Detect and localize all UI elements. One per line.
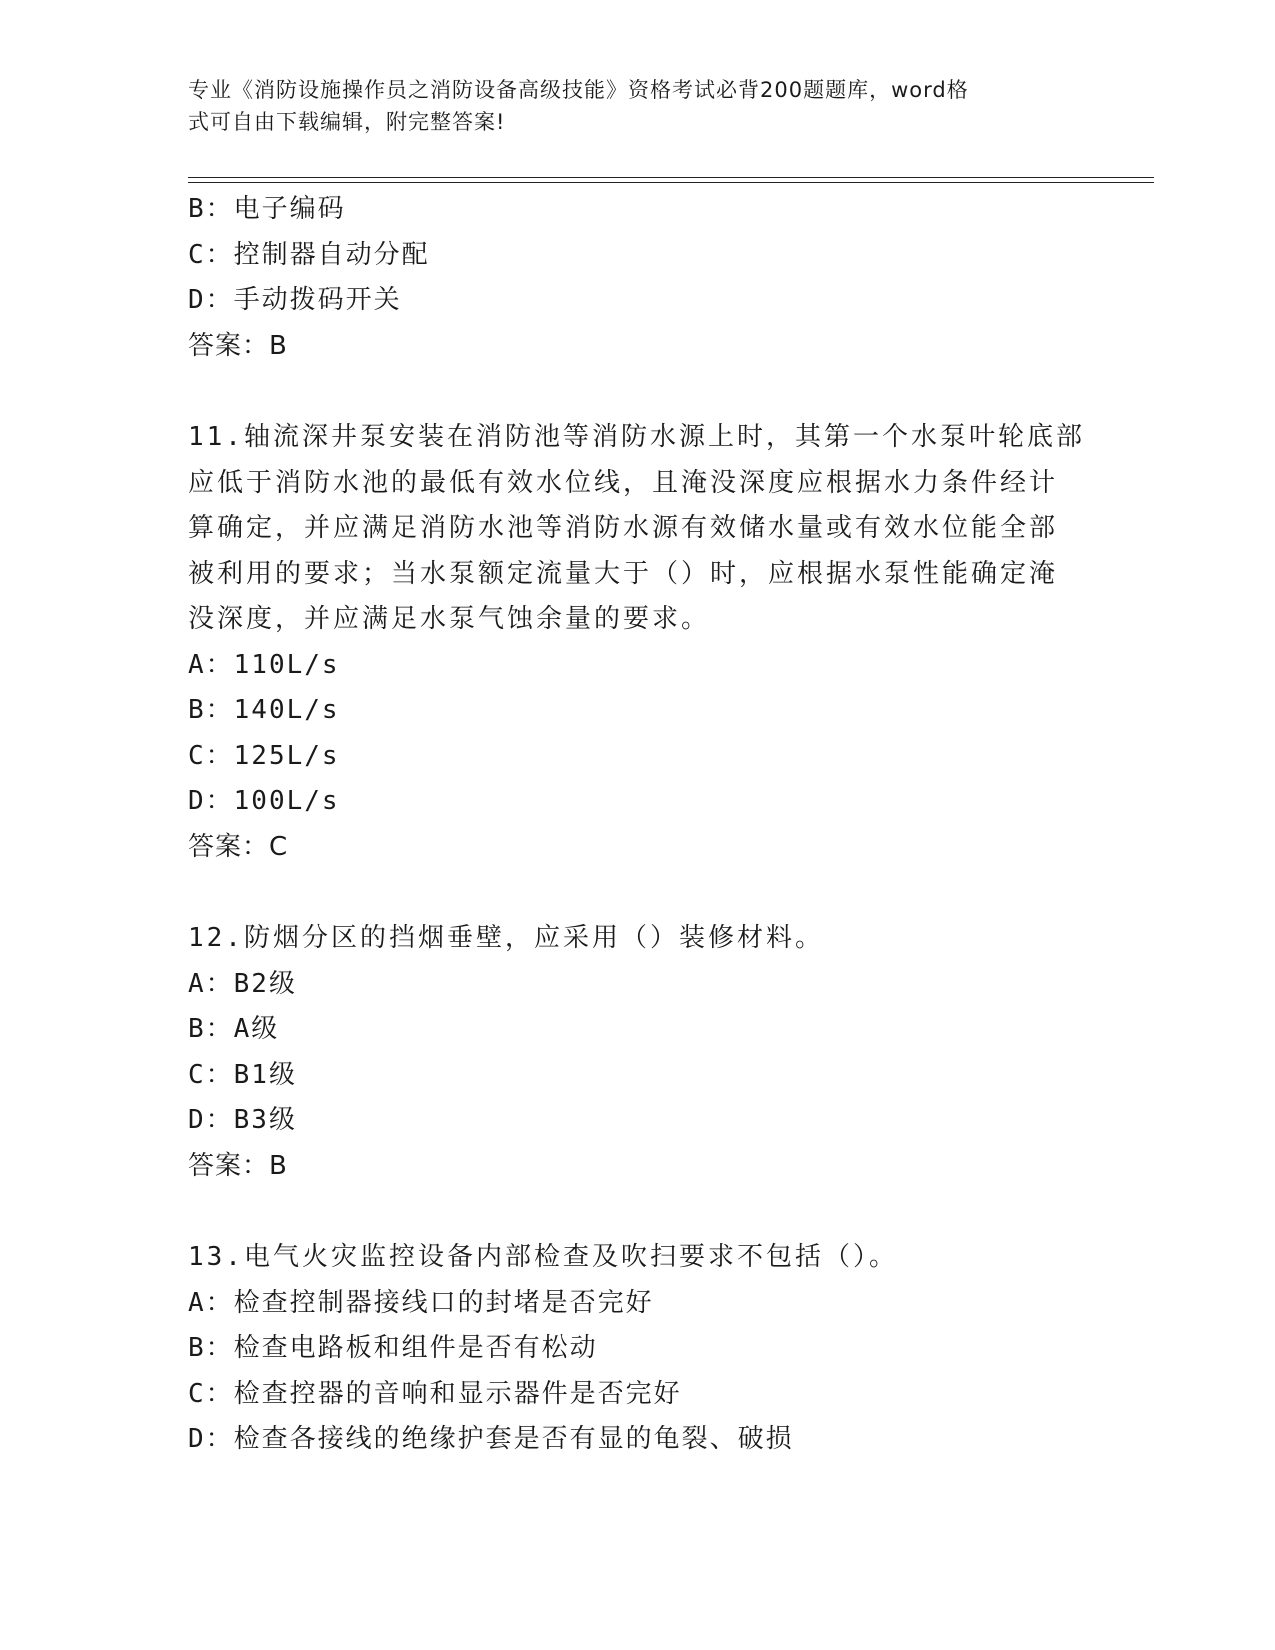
option-c: C：B1级 (188, 1059, 297, 1090)
answer: 答案：B (188, 1150, 288, 1181)
question-10 (188, 187, 1088, 369)
header-rule-top (188, 177, 1154, 178)
stem-line: 没深度，并应满足水泵气蚀余量的要求。 (188, 604, 711, 634)
header-line-2: 式可自由下载编辑，附完整答案! (188, 110, 506, 134)
header-line-1: 专业《消防设施操作员之消防设备高级技能》资格考试必背200题题库，word格 (188, 78, 969, 102)
question-stem (188, 916, 1088, 962)
option-b: B：140L/s (188, 695, 340, 725)
stem-line: 13.电气火灾监控设备内部检查及吹扫要求不包括（）。 (188, 1242, 898, 1272)
stem-line: 12.防烟分区的挡烟垂壁，应采用（）装修材料。 (188, 923, 824, 953)
header-rule-bottom (188, 182, 1154, 183)
option-a: A：B2级 (188, 968, 297, 999)
stem-line: 被利用的要求；当水泵额定流量大于（）时，应根据水泵性能确定淹 (188, 558, 1059, 589)
document-header (188, 74, 1088, 138)
question-12 (188, 916, 1088, 1189)
question-stem (188, 1235, 1088, 1281)
answer: 答案：C (188, 831, 289, 862)
stem-line: 算确定，并应满足消防水池等消防水源有效储水量或有效水位能全部 (188, 513, 1059, 543)
option-b: B：A级 (188, 1014, 280, 1044)
question-13 (188, 1235, 1088, 1463)
question-list (188, 187, 1088, 1463)
stem-line: 11.轴流深井泵安装在消防池等消防水源上时，其第一个水泵叶轮底部 (188, 422, 1085, 452)
option-a: A：110L/s (188, 649, 340, 680)
option-d: D：B3级 (188, 1105, 297, 1135)
answer: 答案：B (188, 330, 288, 361)
option-d: D：手动拨码开关 (188, 285, 402, 315)
option-d: D：100L/s (188, 786, 340, 816)
stem-line: 应低于消防水池的最低有效水位线，且淹没深度应根据水力条件经计 (188, 467, 1059, 498)
option-c: C：控制器自动分配 (188, 239, 430, 270)
option-a: A：检查控制器接线口的封堵是否完好 (188, 1287, 654, 1318)
option-b: B：检查电路板和组件是否有松动 (188, 1333, 598, 1363)
question-11 (188, 415, 1088, 870)
option-c: C：125L/s (188, 740, 340, 771)
option-c: C：检查控器的音响和显示器件是否完好 (188, 1378, 682, 1409)
option-d: D：检查各接线的绝缘护套是否有显的龟裂、破损 (188, 1424, 794, 1454)
question-stem (188, 415, 1088, 643)
option-b: B：电子编码 (188, 194, 346, 224)
